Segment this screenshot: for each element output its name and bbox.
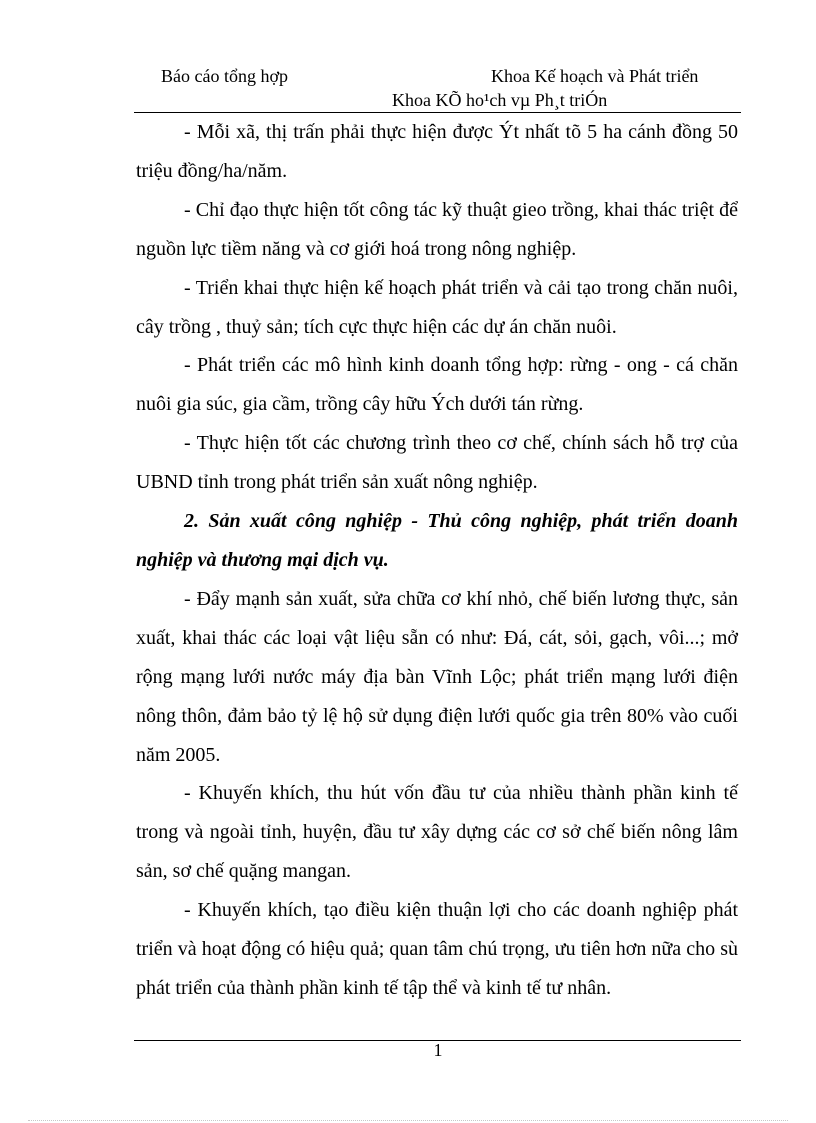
paragraph: - Mỗi xã, thị trấn phải thực hiện được Ýt nhất tõ 5 ha cánh đồng 50 triệu đồng/ha/năm. xyxy=(136,121,738,182)
paragraph: - Khuyến khích, tạo điều kiện thuận lợi cho các doanh nghiệp phát triển và hoạt động có hiệu quả; quan tâm chú trọng, ưu tiên hơn nữa cho sù phát triển của thành phần kinh tế tập thể và kinh tế tư nhân. xyxy=(136,899,738,999)
header-department-legacy: Khoa KÕ ho¹ch vµ Ph¸t triÓn xyxy=(392,90,608,110)
paragraph: - Triển khai thực hiện kế hoạch phát triển và cải tạo trong chăn nuôi, cây trồng , thuỷ sản; tích cực thực hiện các dự án chăn nuôi. xyxy=(136,276,738,338)
paragraph: - Phát triển các mô hình kinh doanh tổng hợp: rừng - ong - cá chăn nuôi gia súc, gia cầm, trồng cây hữu Ých dưới tán rừng. xyxy=(136,354,738,416)
section-heading: 2. Sản xuất công nghiệp - Thủ công nghiệp, phát triển doanh nghiệp và thương mại dịch vụ. xyxy=(136,510,738,571)
paragraph: - Khuyến khích, thu hút vốn đầu tư của nhiều thành phần kinh tế trong và ngoài tỉnh, huyện, đầu tư xây dựng các cơ sở chế biến nông lâm sản, sơ chế quặng mangan. xyxy=(136,782,738,883)
document-body xyxy=(136,113,738,1008)
page-number: 1 xyxy=(433,1040,443,1060)
paragraph: - Chỉ đạo thực hiện tốt công tác kỹ thuật gieo trồng, khai thác triệt để nguồn lực tiềm năng và cơ giới hoá trong nông nghiệp. xyxy=(136,198,738,260)
header-department: Khoa Kế hoạch và Phát triển xyxy=(491,66,699,86)
paragraph: - Đẩy mạnh sản xuất, sửa chữa cơ khí nhỏ, chế biến lương thực, sản xuất, khai thác các loại vật liệu sẵn có như: Đá, cát, sỏi, gạch, vôi...; mở rộng mạng lưới nước máy địa bàn Vĩnh Lộc; phát triển mạng lưới điện nông thôn, đảm bảo tỷ lệ hộ sử dụng điện lưới quốc gia trên 80% vào cuối năm 2005. xyxy=(136,587,738,766)
header-report-title: Báo cáo tổng hợp xyxy=(161,66,288,86)
paragraph: - Thực hiện tốt các chương trình theo cơ chế, chính sách hỗ trợ của UBND tỉnh trong phát triển sản xuất nông nghiệp. xyxy=(136,432,738,494)
page-edge-dots xyxy=(28,1120,788,1121)
